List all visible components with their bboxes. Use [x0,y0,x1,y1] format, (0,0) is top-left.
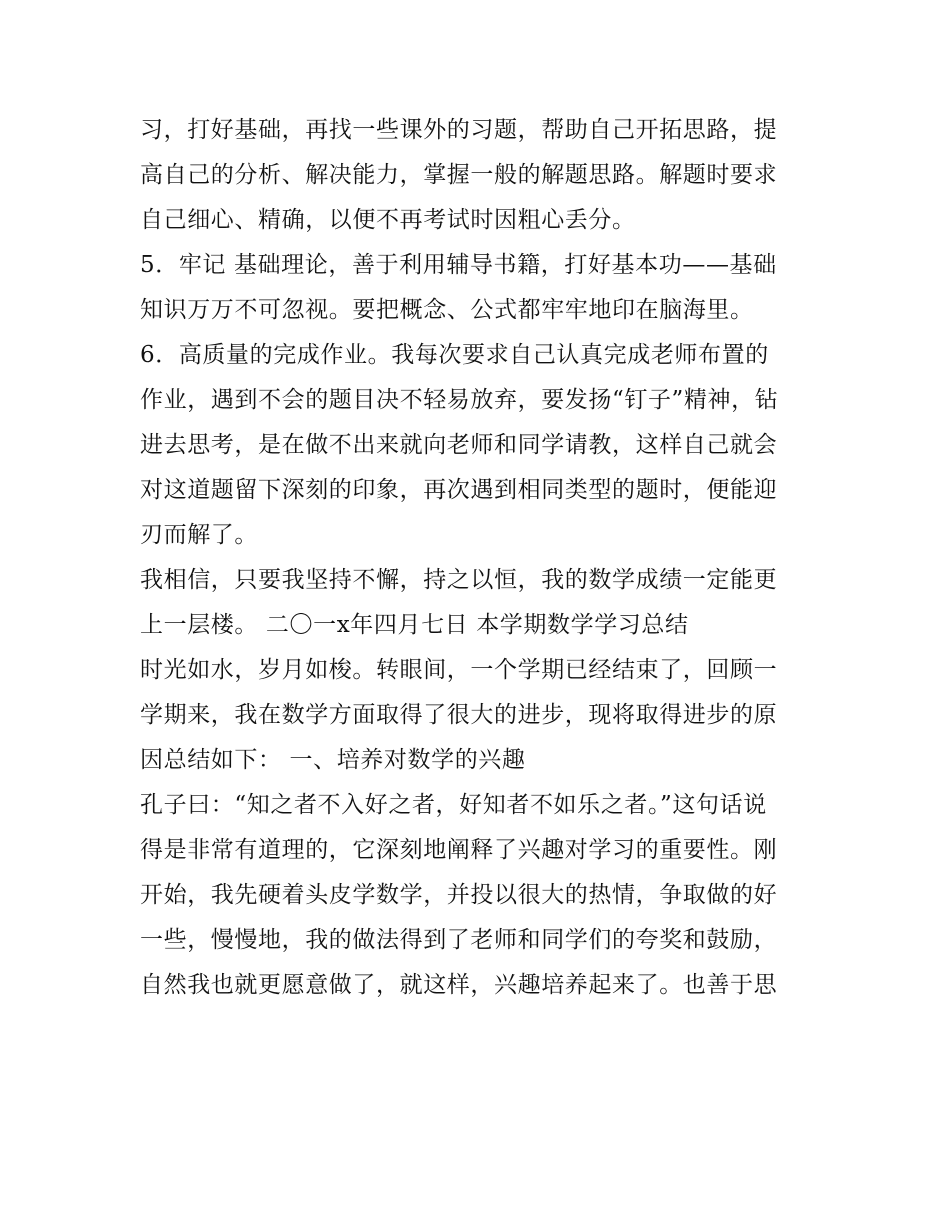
text-line: 作业，遇到不会的题目决不轻易放弃，要发扬“钉子”精神，钻 [140,387,779,413]
text-line: 孔子曰：“知之者不入好之者，好知者不如乐之者。”这句话说 [140,792,767,818]
text-line: 一些，慢慢地，我的做法得到了老师和同学们的夸奖和鼓励， [140,927,778,953]
text-line: 时光如水，岁月如梭。转眼间，一个学期已经结束了，回顾一 [140,657,778,683]
text-line: 因总结如下： 一、培养对数学的兴趣 [140,747,526,773]
text-line: 对这道题留下深刻的印象，再次遇到相同类型的题时，便能迎 [140,477,778,503]
text-line: 刃而解了。 [140,522,258,548]
text-line: 得是非常有道理的，它深刻地阐释了兴趣对学习的重要性。刚 [140,837,778,863]
text-line: 开始，我先硬着头皮学数学，并投以很大的热情，争取做的好 [140,882,778,908]
text-line: 自然我也就更愿意做了，就这样，兴趣培养起来了。也善于思 [140,972,778,998]
text-line: 自己细心、精确，以便不再考试时因粗心丢分。 [140,207,636,233]
text-line: 上一层楼。 二〇一x年四月七日 本学期数学学习总结 [140,612,689,638]
text-line: 5．牢记 基础理论，善于利用辅导书籍，打好基本功——基础 [140,252,777,278]
text-line: 高自己的分析、解决能力，掌握一般的解题思路。解题时要求 [140,162,778,188]
text-line: 学期来，我在数学方面取得了很大的进步，现将取得进步的原 [140,702,778,728]
document-body [140,108,820,1008]
text-line: 我相信，只要我坚持不懈，持之以恒，我的数学成绩一定能更 [140,567,778,593]
text-line: 知识万万不可忽视。要把概念、公式都牢牢地印在脑海里。 [140,297,754,323]
text-line: 进去思考，是在做不出来就向老师和同学请教，这样自己就会 [140,432,778,458]
text-line: 习，打好基础，再找一些课外的习题，帮助自己开拓思路，提 [140,117,778,143]
text-line: 6．高质量的完成作业。我每次要求自己认真完成老师布置的 [140,342,769,368]
